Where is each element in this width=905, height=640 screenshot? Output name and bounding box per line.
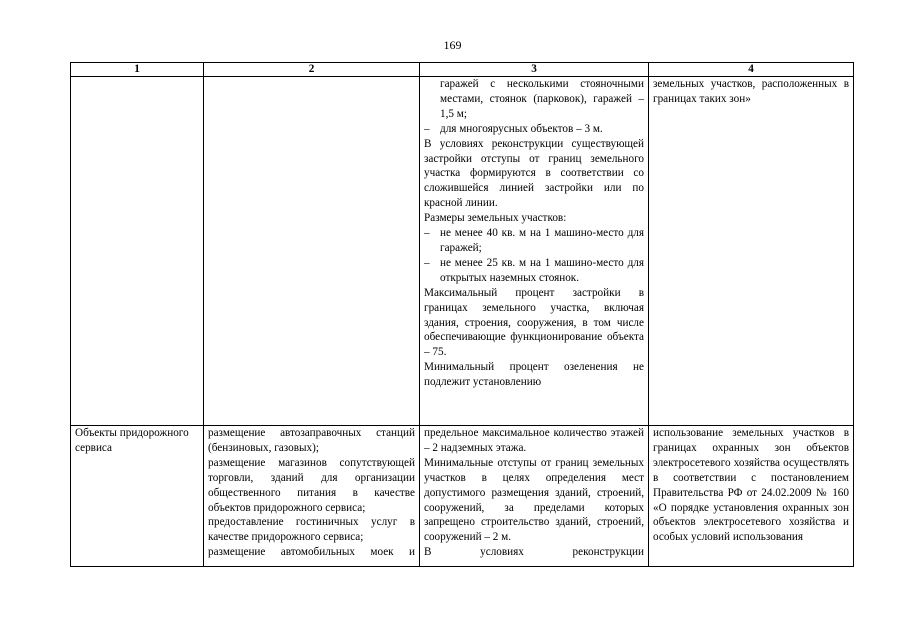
row1-col3-cell bbox=[420, 77, 649, 426]
table-row bbox=[71, 77, 854, 426]
row1-col3-list-item: – для многоярусных объектов – 3 м. bbox=[424, 122, 603, 135]
row1-col3-list-item-text: для многоярусных объектов – 3 м. bbox=[440, 122, 603, 135]
column-header-4: 4 bbox=[649, 63, 854, 77]
row2-col4-cell bbox=[649, 426, 854, 567]
row1-col1-cell bbox=[71, 77, 204, 426]
table-row bbox=[71, 426, 854, 567]
column-header-2: 2 bbox=[204, 63, 420, 77]
row1-col4-text: земельных участков, расположенных в границах таких зон» bbox=[653, 78, 849, 105]
row2-col2-paragraph: размещение автозаправочных станций (бензиновых, газовых); bbox=[208, 427, 415, 454]
row2-col3-paragraph: В условиях реконструкции bbox=[424, 546, 644, 559]
table-header-row bbox=[71, 63, 854, 77]
row2-col3-paragraph: предельное максимальное количество этажей – 2 надземных этажа. bbox=[424, 427, 644, 454]
row1-col3-continued-text: гаражей с несколькими стояночными местами, стоянок (парковок), гаражей – 1,5 м; bbox=[440, 78, 644, 120]
row1-col4-cell bbox=[649, 77, 854, 426]
row2-col3-paragraph: Минимальные отступы от границ земельных участков в целях определения мест допустимого размещения зданий, строений, сооружений, за пределами которых запрещено строительство зданий, строений, сооружений – 2 м. bbox=[424, 456, 644, 544]
row1-col3-list-item-text: не менее 40 кв. м на 1 машино-место для гаражей; bbox=[440, 227, 644, 254]
row1-col3-paragraph: Максимальный процент застройки в границах земельного участка, включая здания, строения, сооружения, в том числе обеспечивающие функционирование объекта – 75. bbox=[424, 286, 644, 359]
regulations-table bbox=[70, 62, 854, 567]
row2-col2-paragraph: размещение автомобильных моек и bbox=[208, 546, 415, 559]
row1-col3-list-item: – не менее 25 кв. м на 1 машино-место для открытых наземных стоянок. bbox=[424, 256, 644, 284]
row1-col3-paragraph: Размеры земельных участков: bbox=[424, 212, 567, 225]
row2-col2-paragraph: размещение магазинов сопутствующей торговли, зданий для организации общественного питания в качестве объектов придорожного сервиса; bbox=[208, 456, 415, 514]
column-header-3: 3 bbox=[420, 63, 649, 77]
page-number: 169 bbox=[443, 38, 462, 52]
row1-col3-list-item-text: не менее 25 кв. м на 1 машино-место для открытых наземных стоянок. bbox=[440, 256, 644, 284]
row1-col3-list-item: – не менее 40 кв. м на 1 машино-место для гаражей; bbox=[424, 227, 644, 254]
column-header-1: 1 bbox=[71, 63, 204, 77]
row2-col1-cell bbox=[71, 426, 204, 567]
row1-col2-cell bbox=[204, 77, 420, 426]
row2-col2-paragraph: предоставление гостиничных услуг в качестве придорожного сервиса; bbox=[208, 516, 415, 544]
row2-category-name: Объекты придорожного сервиса bbox=[75, 427, 189, 454]
row2-col3-cell bbox=[420, 426, 649, 567]
row1-col3-paragraph: Минимальный процент озеленения не подлежит установлению bbox=[424, 361, 644, 389]
row2-col2-cell bbox=[204, 426, 420, 567]
row2-col4-text: использование земельных участков в границах охранных зон объектов электросетевого хозяйства осуществлять в соответствии с постановлением Правительства РФ от 24.02.2009 № 160 «О порядке установления охранных зон объектов электросетевого хозяйства и особых условий использования bbox=[653, 427, 849, 544]
row1-col3-paragraph: В условиях реконструкции существующей застройки отступы от границ земельного участка формируются в соответствии со сложившейся линией застройки или по красной линии. bbox=[424, 137, 644, 210]
